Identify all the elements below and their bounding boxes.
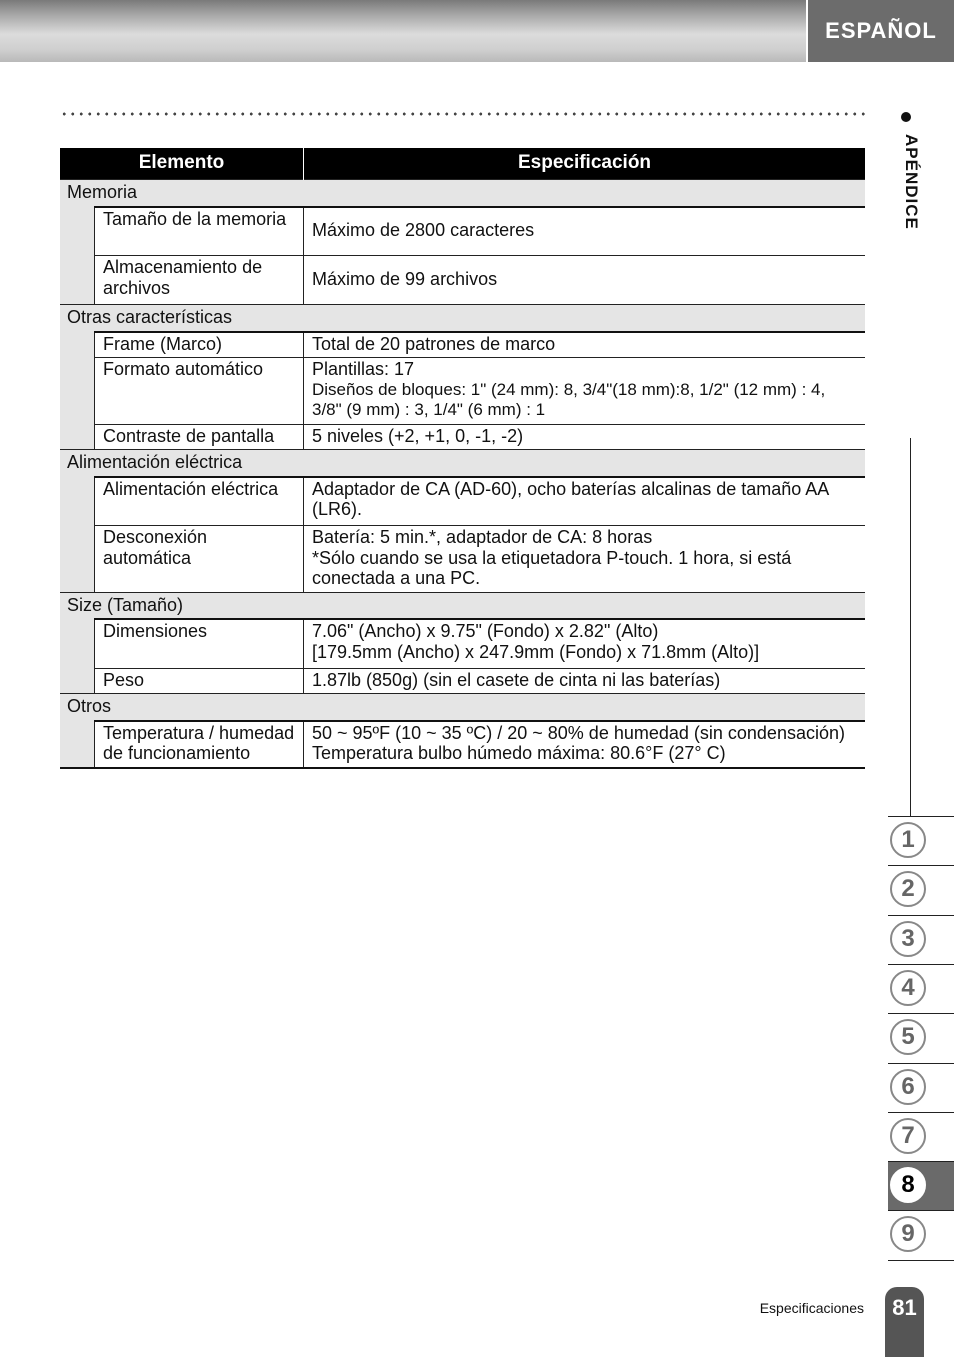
- table-row: [60, 526, 865, 593]
- bullet-icon: [901, 112, 911, 122]
- section-row: [60, 450, 865, 477]
- row-value: [304, 358, 866, 425]
- chapter-tab-1[interactable]: [888, 816, 954, 866]
- value-line: [179.5mm (Ancho) x 247.9mm (Fondo) x 71.8mm (Alto)]: [312, 641, 760, 662]
- chapter-tab-9[interactable]: [888, 1210, 954, 1260]
- chapter-number-badge: 4: [890, 970, 926, 1006]
- section-title-others: Otros: [60, 694, 865, 721]
- value-line: Temperatura bulbo húmedo máxima: 80.6°F (27° C): [312, 743, 726, 763]
- value-line: Plantillas: 17: [312, 359, 415, 379]
- row-value: Máximo de 99 archivos: [304, 256, 866, 305]
- chapter-number-badge: 1: [890, 822, 926, 858]
- row-value: 1.87lb (850g) (sin el casete de cinta ni las baterías): [304, 668, 866, 694]
- chapter-tab-6[interactable]: [888, 1063, 954, 1113]
- row-value: [304, 526, 866, 593]
- value-line: Diseños de bloques: 1" (24 mm): 8, 3/4"(18 mm):8, 1/2" (12 mm) : 4, 3/8" (9 mm) : 3, 1/4" (6 mm) : 1: [312, 379, 826, 419]
- table-row: [60, 721, 865, 768]
- value-line: Batería: 5 min.*, adaptador de CA: 8 horas: [312, 527, 653, 547]
- table-row: [60, 332, 865, 358]
- chapter-number-badge: 9: [890, 1216, 926, 1252]
- chapter-tab-7[interactable]: [888, 1112, 954, 1162]
- header-bar: [0, 0, 806, 62]
- section-row: [60, 694, 865, 721]
- table-row: [60, 668, 865, 694]
- section-row: [60, 592, 865, 619]
- side-section-text: APÉNDICE: [902, 134, 921, 230]
- table-header-row: [60, 148, 865, 180]
- chapter-tab-5[interactable]: [888, 1013, 954, 1063]
- side-rule: [910, 438, 911, 816]
- chapter-number-badge: 6: [890, 1069, 926, 1105]
- row-name: Contraste de pantalla: [95, 424, 304, 450]
- value-line: *Sólo cuando se usa la etiquetadora P-touch. 1 hora, si está conectada a una PC.: [312, 547, 792, 588]
- side-section-label: [893, 112, 919, 252]
- value-line: 7.06" (Ancho) x 9.75" (Fondo) x 2.82" (Alto): [312, 621, 659, 641]
- col-header-item: Elemento: [60, 148, 304, 180]
- section-title-size: Size (Tamaño): [60, 592, 865, 619]
- section-title-memory: Memoria: [60, 180, 865, 207]
- table-row: [60, 477, 865, 526]
- section-indent: [60, 332, 95, 450]
- section-title-power: Alimentación eléctrica: [60, 450, 865, 477]
- col-header-spec: Especificación: [304, 148, 866, 180]
- table-row: [60, 207, 865, 256]
- row-value: Total de 20 patrones de marco: [304, 332, 866, 358]
- section-row: [60, 305, 865, 332]
- section-title-other-features: Otras características: [60, 305, 865, 332]
- chapter-number-badge: 7: [890, 1118, 926, 1154]
- chapter-tab-8[interactable]: [888, 1161, 954, 1211]
- chapter-index-end-rule: [888, 1260, 954, 1261]
- section-indent: [60, 207, 95, 305]
- language-tab: ESPAÑOL: [808, 0, 954, 62]
- footer-section-name: Especificaciones: [759, 1300, 864, 1316]
- table-row: [60, 358, 865, 425]
- chapter-tab-3[interactable]: [888, 915, 954, 965]
- table-row: [60, 256, 865, 305]
- row-value: Adaptador de CA (AD-60), ocho baterías alcalinas de tamaño AA (LR6).: [304, 477, 866, 526]
- row-value: [304, 619, 866, 668]
- dotted-divider: [60, 112, 868, 116]
- row-value: [304, 721, 866, 768]
- row-value: 5 niveles (+2, +1, 0, -1, -2): [304, 424, 866, 450]
- chapter-number-badge: 3: [890, 921, 926, 957]
- chapter-number-badge: 2: [890, 871, 926, 907]
- section-indent: [60, 477, 95, 593]
- row-value: Máximo de 2800 caracteres: [304, 207, 866, 256]
- spec-table: [60, 148, 865, 769]
- row-name: Peso: [95, 668, 304, 694]
- row-name: Almacenamiento de archivos: [95, 256, 304, 305]
- section-indent: [60, 619, 95, 694]
- row-name: Tamaño de la memoria: [95, 207, 304, 256]
- row-name: Temperatura / humedad de funcionamiento: [95, 721, 304, 768]
- table-row: [60, 619, 865, 668]
- section-indent: [60, 721, 95, 768]
- chapter-tab-2[interactable]: [888, 865, 954, 915]
- value-line: 50 ~ 95ºF (10 ~ 35 ºC) / 20 ~ 80% de humedad (sin condensación): [312, 722, 845, 743]
- section-row: [60, 180, 865, 207]
- chapter-number-badge: 8: [890, 1167, 926, 1203]
- row-name: Formato automático: [95, 358, 304, 425]
- chapter-tab-4[interactable]: [888, 964, 954, 1014]
- row-name: Desconexión automática: [95, 526, 304, 593]
- row-name: Dimensiones: [95, 619, 304, 668]
- chapter-number-badge: 5: [890, 1019, 926, 1055]
- row-name: Alimentación eléctrica: [95, 477, 304, 526]
- page-number: 81: [885, 1287, 924, 1357]
- row-name: Frame (Marco): [95, 332, 304, 358]
- table-row: [60, 424, 865, 450]
